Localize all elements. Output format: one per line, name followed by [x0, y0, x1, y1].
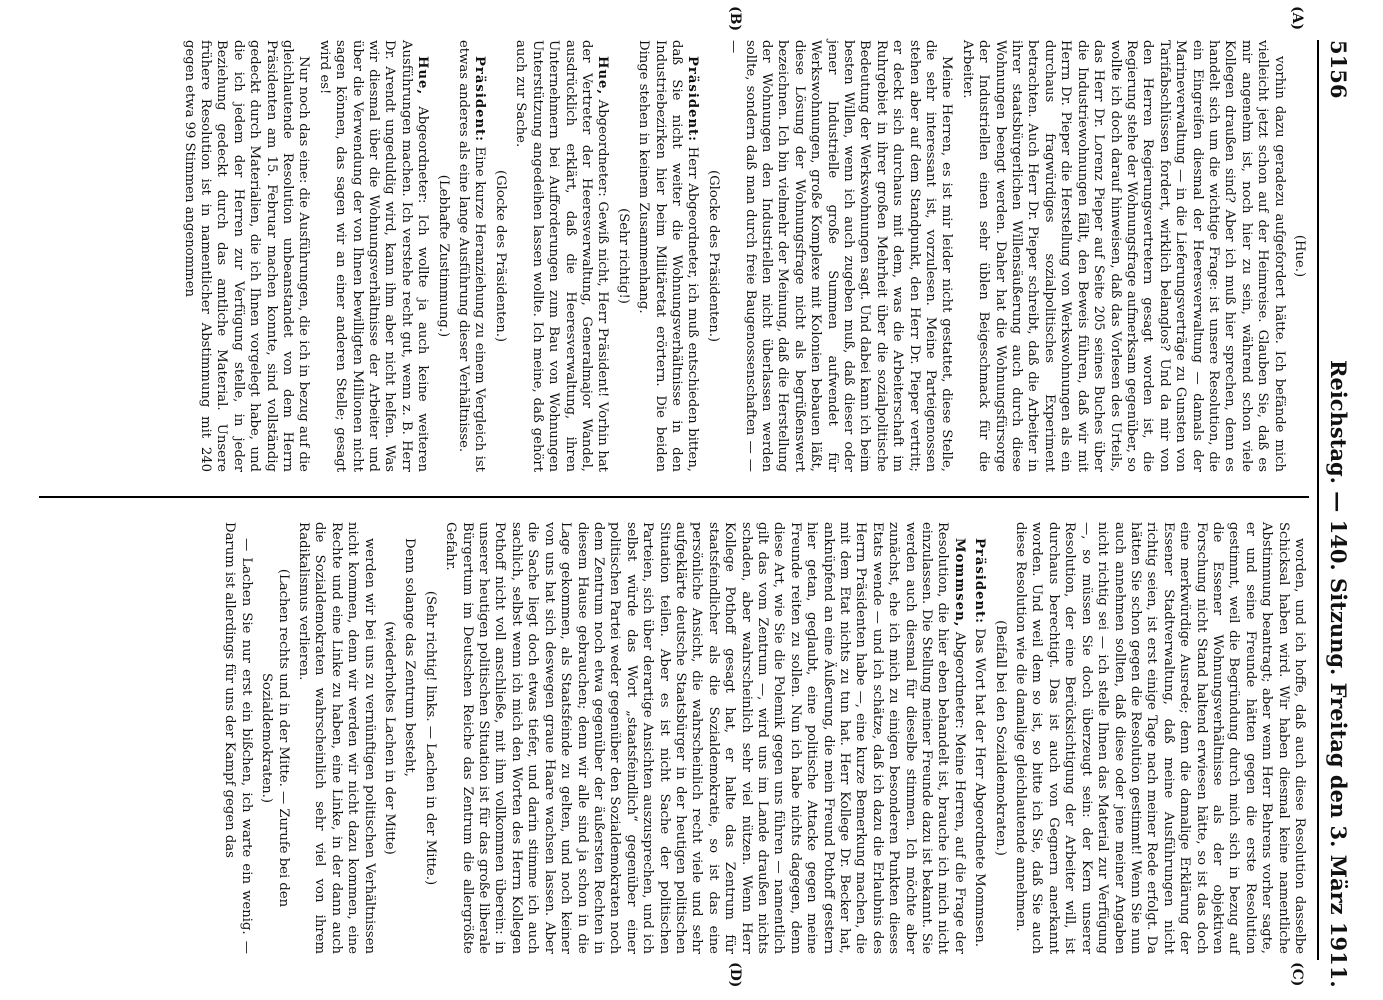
paragraph	[434, 40, 450, 472]
paragraph-text: Abgeordneter: Gewiß nicht, Herr Präsident! Vorhin hat der Vertreter der Heeresverwaltung, Generalmajor Wandel, ausdrücklich erklärt, daß die Heeresverwaltung, ihren Unternehmern bei Aufforderungen zum Bau von Wohnungen Unterstützung angedeihen lassen wollte. Ich meine, daß gehört auch zur Sache.	[513, 40, 611, 472]
paragraph	[492, 40, 508, 472]
paragraph-text: (wiederholtes Lachen in der Mitte)	[382, 621, 398, 855]
running-head: Reichstag. — 140. Sitzung. Freitag den 3. März 1911.	[1326, 360, 1351, 988]
paragraph	[958, 40, 1286, 472]
speaker-name: Präsident:	[972, 538, 988, 625]
paragraph-text: (Lachen rechts und in der Mitte. — Zurufe bei den Sozialdemokraten.)	[259, 568, 291, 908]
speaker-name: Hue,	[595, 56, 611, 96]
paragraph-text: (Glocke des Präsidenten.)	[492, 169, 508, 343]
paragraph-text: — Lachen Sie nur erst ein bißchen, ich warte ein wenig. — Darum ist allerdings für uns der Kampf gegen das	[222, 522, 254, 954]
paragraph	[971, 522, 987, 954]
paragraph-text: Nur noch das eine: die Ausführungen, die ich in bezug auf die gleichlautende Resolution unbeanstandet von dem Herrn Präsidenten am 15. Februar machen konnte, sind vollständig gedeckt durch Materialien, die ich Ihnen vorgelegt habe, und die ich jedem der Herren zur Verfügung stelle, in jeder Beziehung gedeckt durch das amtliche Material. Unsere frühere Resolution ist in namentlicher Abstimmung mit 240 gegen etwa 99 Stimmen angenommen	[181, 40, 312, 472]
paragraph-text: (Hue.)	[1292, 234, 1307, 278]
paragraph-text: (Sehr richtig!)	[615, 208, 631, 304]
speaker-name: Präsident:	[685, 56, 701, 143]
paragraph-text: (Lebhafte Zustimmung.)	[435, 174, 451, 338]
paragraph	[295, 522, 377, 954]
paragraph-text: Das Wort hat der Herr Abgeordnete Mommsen.	[972, 628, 988, 947]
paragraph	[401, 522, 417, 954]
paragraph	[1291, 40, 1307, 472]
paragraph	[614, 40, 630, 472]
speaker-name: Mommsen,	[951, 538, 967, 628]
speaker-name: Präsident:	[472, 56, 488, 143]
paragraph-text: Denn solange das Zentrum besteht,	[402, 538, 418, 777]
margin-letter-b: (B)	[727, 6, 743, 32]
paragraph	[635, 40, 701, 472]
left-column	[176, 40, 1307, 472]
paragraph	[221, 522, 254, 954]
paragraph	[421, 522, 437, 954]
paragraph	[315, 40, 430, 472]
paragraph	[512, 40, 610, 472]
paragraph-text: Herr Abgeordneter, ich muß entschieden bitten, daß Sie nicht weiter die Wohnungsverhältnisse in den Industriebezirken hier beim Militäretat erörtern. Die beiden Dinge stehen in keinem Zusammenhang.	[636, 40, 701, 472]
paragraph-text: Meine Herren, es ist mir leider nicht gestattet, diese Stelle, die sehr interessant ist, vorzulesen. Meine Parteigenossen stehen aber auf dem Standpunkt, den Herr Dr. Pieper vertritt; er deckt sich durchaus mit dem, was die Arbeiterschaft im Ruhrgebiet in ihrer großen Mehrheit über die sozialpolitische Bedeutung der Werkswohnungen sagt. Und dabei kann ich beim besten Willen, wenn ich auch zugeben muß, daß dieser oder jener Industrielle große Summen aufwendet für Werkswohnungen, große Komplexe mit Kolonien bebauen läßt, diese Lösung der Wohnungsfrage nicht als begrüßenswert bezeichnen. Ich bin vielmehr der Meinung, daß die Herstellung der Wohnungen den Industriellen nicht überlassen werden sollte, sondern daß man durch freie Baugenossenschaften — — —	[726, 40, 955, 472]
paragraph-text: worden, und ich hoffe, daß auch diese Resolution dasselbe Schicksal haben wird. Wir haben diesmal keine namentliche Abstimmung beantragt; aber wenn Herr Behrens vorher sagte, er und seine Freunde hätten gegen die erste Resolution gestimmt, weil die Begründung durch mich sich in bezug auf die Essener Wohnungsverhältnisse als der objektiven Forschung nicht Stand haltend erwiesen hätte, so ist das doch eine merkwürdige Ausrede; denn die damalige Erklärung der Essener Stadtverwaltung, daß meine Ausführungen nicht richtig seien, ist erst einige Tage nach meiner Rede erfolgt. Da hätten Sie schon gegen die Resolution gestimmt! Wenn Sie nun auch annehmen sollten, daß diese oder jene meiner Angaben nicht richtig sei — ich stelle Ihnen das Material zur Verfügung —, so müssen Sie doch überzeugt sein: der Kern unserer Resolution, der eine Berücksichtigung der Arbeiter will, ist durchaus berechtigt. Das ist auch von Gegnern anerkannt worden. Und weil dem so ist, so bitte ich Sie, daß Sie auch diese Resolution wie die damalige gleichlautende annehmen.	[1013, 522, 1307, 954]
paragraph-text: Eine kurze Heranziehung zu einem Vergleich ist etwas anderes als eine lange Ausführung dieser Verhältnisse.	[456, 40, 488, 472]
margin-letter-d: (D)	[727, 962, 743, 988]
paragraph	[442, 522, 967, 954]
paragraph	[1012, 522, 1307, 954]
paragraph-text: vorhin dazu geradezu aufgefordert hätte. Ich befände mich vielleicht jetzt schon auf der Heimreise. Glauben Sie, daß es mir angenehm ist, noch hier zu sein, während schon viele Kollegen draußen sind? Aber ich muß hier sprechen, denn es handelt sich um die wichtige Frage: ist unsere Resolution, die ein Eingreifen diesmal der Heeresverwaltung — damals der Marineverwaltung — in die Lieferungsverträge zu Gunsten von Tarifabschlüssen fordert, wirklich belanglos? Und da mir von den Herren Regierungsvertretern gesagt worden ist, die Regierung stehe der Wohnungsfrage aufmerksam gegenüber, so wollte ich doch darauf hinweisen, daß das Vorlesen des Urteils, das Herr Dr. Lorenz Pieper auf Seite 205 seines Buches über die Industriewohnungen fällt, den Beweis führen, daß wir mit Herrn Dr. Pieper die Herstellung von Werkswohnungen als ein durchaus fragwürdiges sozialpolitisches Experiment betrachten. Auch Herr Dr. Pieper schreibt, daß die Arbeiter in ihrer staatsbürgerlichen Willensäußerung auch durch diese Wohnungen beengt werden. Daher hat die Wohnungsfürsorge der Industriellen einen sehr üblen Beigeschmack für die Arbeiter.	[959, 40, 1287, 472]
paragraph-text: (Beifall bei den Sozialdemokraten.)	[992, 620, 1008, 856]
right-column	[217, 522, 1307, 954]
page-header	[1317, 40, 1353, 988]
paragraph-text: (Sehr richtig! links. — Lachen in der Mitte.)	[422, 590, 438, 886]
paragraph	[180, 40, 311, 472]
paragraph-text: werden wir bei uns zu vernünftigen politischen Verhältnissen nicht kommen, denn wir werden wir nicht dazu kommen, eine Rechte und eine Linke zu haben, eine Linke, in der dann auch die Sozialdemokraten wahrscheinlich sehr viel von ihrem Radikalismus verlieren.	[296, 522, 377, 954]
paragraph	[455, 40, 488, 472]
margin-letter-a: (A)	[1289, 6, 1305, 31]
paragraph	[725, 40, 955, 472]
paragraph	[704, 40, 720, 472]
speaker-name: Hue,	[415, 56, 431, 96]
paragraph-text: (Glocke des Präsidenten.)	[705, 169, 721, 343]
paragraph	[381, 522, 397, 954]
paragraph	[258, 522, 291, 954]
margin-letter-c: (C)	[1289, 962, 1305, 987]
paragraph-text: Abgeordneter: Meine Herren, auf die Frage der Resolution, die hier eben behandelt ist, brauche ich mich nicht einzulassen. Die Stellung meiner Freunde dazu ist bekannt. Sie werden auch diesmal für dieselbe stimmen. Ich möchte aber zunächst, ehe ich mich zu einigen besonderen Punkten dieses Etats wende — und ich schätze, daß ich dazu die Erlaubnis des Herrn Präsidenten habe —, eine kurze Bemerkung machen, die mit dem Etat nichts zu tun hat. Herr Kollege Dr. Becker hat, anknüpfend an eine Äußerung, die mein Freund Pothoff gestern hier getan, geglaubt, eine politische Attacke gegen meine Freunde reiten zu sollen. Nun ich habe nichts dagegen, denn diese Art, wie Sie die Polemik gegen uns führen — namentlich gilt das vom Zentrum —, wird uns im Lande draußen nichts schaden, aber wahrscheinlich sehr viel nützen. Wenn Herr Kollege Pothoff gesagt hat, er halte das Zentrum für staatsfeindlicher als die Sozialdemokratie, so ist das eine persönliche Ansicht, die wahrscheinlich recht viele und sehr aufgeklärte deutsche Staatsbürger in der heutigen politischen Situation teilen. Aber es ist nicht Sache der politischen Parteien, sich über derartige Ansichten auszusprechen, und ich selbst würde das Wort „staatsfeindlich“ gegenüber einer politischen Partei weder gegenüber den Sozialdemokraten noch dem Zentrum noch etwa gegenüber der äußersten Rechten in diesem Hause gebrauchen; denn wir alle sind ja schon in die Lage gekommen, als Staatsfeinde zu gelten, und noch keiner von uns hat sich deswegen graue Haare wachsen lassen. Aber die Sache liegt doch etwas tiefer, und darin stimme ich auch sachlich, selbst wenn ich mich den Worten des Herrn Kollegen Pothoff nicht voll anschließe, mit ihm vollkommen überein: in unserer heutigen politischen Situation ist für das große liberale Bürgertum im Deutschen Reiche das Zentrum die allergrößte Gefahr.	[443, 522, 967, 954]
paragraph-text: Abgeordneter: Ich wollte ja auch keine weiteren Ausführungen machen. Ich verstehe recht gut, wenn z. B. Herr Dr. Arendt ungeduldig wird, kann ihm aber nicht helfen. Was wir diesmal über die Wohnungsverhältnisse der Arbeiter und über die Verwendung der von Ihnen bewilligten Millionen nicht sagen können, das sagen wir an einer anderen Stelle; gesagt wird es!	[316, 40, 431, 472]
column-divider	[39, 496, 1309, 498]
page-number: 5156	[1326, 40, 1351, 99]
paragraph	[991, 522, 1007, 954]
